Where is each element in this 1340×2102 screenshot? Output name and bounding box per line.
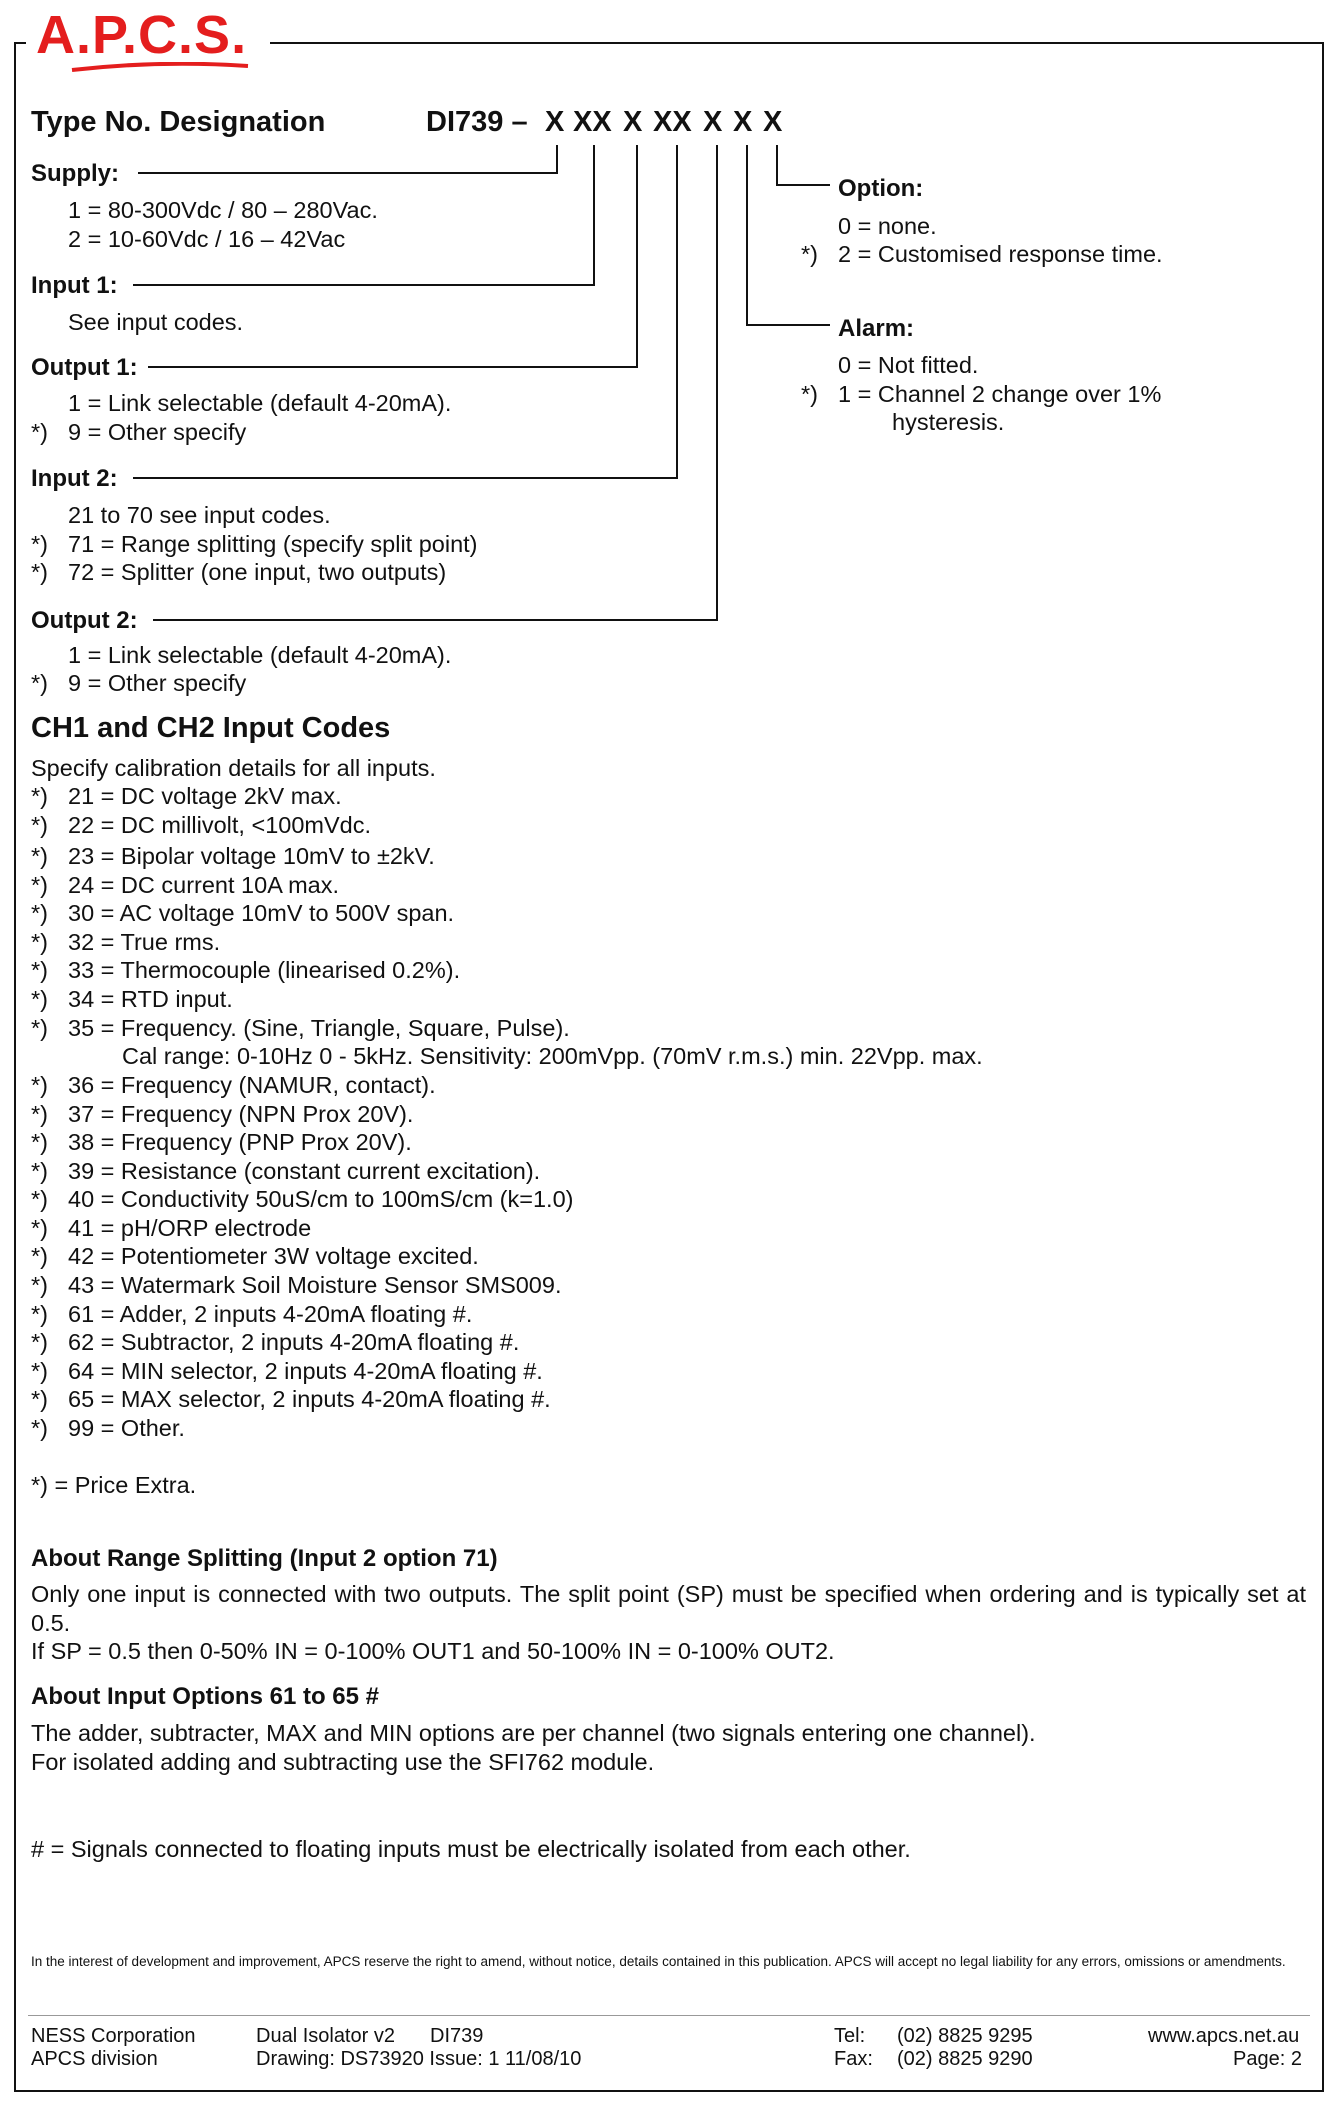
price-extra-marker: *)	[31, 843, 48, 869]
input1-connector-v	[593, 145, 595, 286]
input-code-item: 41 = pH/ORP electrode	[68, 1215, 312, 1241]
price-extra-marker: *)	[801, 381, 818, 407]
price-extra-marker: *)	[31, 1243, 48, 1269]
code-pos-alarm: X	[733, 106, 753, 138]
footer-tel-label: Tel:	[834, 2025, 866, 2047]
code-pos-output2: X	[703, 106, 723, 138]
price-extra-marker: *)	[31, 812, 48, 838]
price-extra-marker: *)	[31, 1129, 48, 1155]
apcs-logo: A.P.C.S.	[36, 5, 248, 65]
supply-connector-v	[556, 145, 558, 174]
price-extra-marker: *)	[31, 1215, 48, 1241]
output1-label: Output 1:	[31, 354, 138, 381]
input-code-item: 21 = DC voltage 2kV max.	[68, 783, 342, 809]
input1-connector-h	[133, 284, 595, 286]
disclaimer: In the interest of development and improvement, APCS reserve the right to amend, without notice, details contained in this publication. APCS will accept no legal liability for any errors, omissions or amendments.	[31, 1954, 1286, 1969]
output1-connector-v	[636, 145, 638, 368]
footer-divider	[28, 2015, 1310, 2016]
output1-line-2: 9 = Other specify	[68, 419, 247, 445]
output2-connector-v	[716, 145, 718, 621]
code-prefix: DI739 –	[426, 106, 528, 138]
output2-connector-h	[153, 619, 718, 621]
input-code-item: 22 = DC millivolt, <100mVdc.	[68, 812, 372, 838]
range-splitting-body: Only one input is connected with two outputs. The split point (SP) must be specified when ordering and is typically set at 0.5.	[31, 1581, 1306, 1636]
input2-connector-v	[676, 145, 678, 479]
input-code-item: 61 = Adder, 2 inputs 4-20mA floating #.	[68, 1301, 473, 1327]
output2-label: Output 2:	[31, 607, 138, 634]
price-extra-marker: *)	[31, 986, 48, 1012]
input-code-item: 30 = AC voltage 10mV to 500V span.	[68, 900, 455, 926]
price-extra-marker: *)	[31, 531, 48, 557]
input-code-item: 40 = Conductivity 50uS/cm to 100mS/cm (k=1.0)	[68, 1186, 574, 1212]
price-extra-marker: *)	[31, 1272, 48, 1298]
output1-line-1: 1 = Link selectable (default 4-20mA).	[68, 390, 452, 416]
alarm-line-3: hysteresis.	[892, 409, 1005, 435]
input-options-line-2: For isolated adding and subtracting use the SFI762 module.	[31, 1749, 655, 1775]
input-options-line-1: The adder, subtracter, MAX and MIN options are per channel (two signals entering one channel).	[31, 1720, 1036, 1746]
input-code-item: 64 = MIN selector, 2 inputs 4-20mA floating #.	[68, 1358, 543, 1384]
alarm-connector-h	[746, 324, 830, 326]
footer-drawing: Drawing: DS73920 Issue: 1 11/08/10	[256, 2048, 582, 2070]
price-extra-marker: *)	[31, 1158, 48, 1184]
code-pos-supply: X	[545, 106, 565, 138]
price-extra-marker: *)	[31, 1329, 48, 1355]
price-extra-marker: *)	[801, 241, 818, 267]
input1-label: Input 1:	[31, 272, 118, 299]
price-extra-marker: *)	[31, 670, 48, 696]
option-line-1: 0 = none.	[838, 213, 937, 239]
input2-line-1: 21 to 70 see input codes.	[68, 502, 331, 528]
range-splitting-example: If SP = 0.5 then 0-50% IN = 0-100% OUT1 and 50-100% IN = 0-100% OUT2.	[31, 1638, 835, 1664]
code-pos-input1: XX	[573, 106, 612, 138]
supply-connector-h	[138, 172, 558, 174]
input-code-item: 38 = Frequency (PNP Prox 20V).	[68, 1129, 412, 1155]
footer-product: Dual Isolator v2	[256, 2025, 395, 2047]
footer-company: NESS Corporation	[31, 2025, 196, 2047]
option-label: Option:	[838, 175, 924, 202]
alarm-connector-v	[746, 145, 748, 326]
input-code-item: 42 = Potentiometer 3W voltage excited.	[68, 1243, 479, 1269]
supply-line-2: 2 = 10-60Vdc / 16 – 42Vac	[68, 226, 346, 252]
price-extra-marker: *)	[31, 929, 48, 955]
input-code-item: 35 = Frequency. (Sine, Triangle, Square, Pulse).	[68, 1015, 570, 1041]
alarm-line-2: 1 = Channel 2 change over 1%	[838, 381, 1162, 407]
footer-tel: (02) 8825 9295	[897, 2025, 1033, 2047]
price-extra-marker: *)	[31, 1386, 48, 1412]
input-code-item: 36 = Frequency (NAMUR, contact).	[68, 1072, 436, 1098]
alarm-label: Alarm:	[838, 315, 915, 342]
input-code-item: 62 = Subtractor, 2 inputs 4-20mA floating #.	[68, 1329, 520, 1355]
footer-website[interactable]: www.apcs.net.au	[1148, 2025, 1300, 2047]
input-code-item: 32 = True rms.	[68, 929, 221, 955]
option-connector-v	[776, 145, 778, 186]
input2-label: Input 2:	[31, 465, 118, 492]
input-codes-intro: Specify calibration details for all inputs.	[31, 755, 436, 781]
input1-line-1: See input codes.	[68, 309, 244, 335]
input2-line-3: 72 = Splitter (one input, two outputs)	[68, 559, 447, 585]
logo-swoosh	[70, 62, 250, 72]
price-extra-note: *) = Price Extra.	[31, 1472, 197, 1498]
output2-line-1: 1 = Link selectable (default 4-20mA).	[68, 642, 452, 668]
input-code-item: 37 = Frequency (NPN Prox 20V).	[68, 1101, 414, 1127]
price-extra-marker: *)	[31, 1301, 48, 1327]
input2-connector-h	[133, 477, 678, 479]
alarm-line-1: 0 = Not fitted.	[838, 352, 979, 378]
output2-line-2: 9 = Other specify	[68, 670, 247, 696]
input2-line-2: 71 = Range splitting (specify split point)	[68, 531, 478, 557]
input-code-item: 24 = DC current 10A max.	[68, 872, 340, 898]
price-extra-marker: *)	[31, 419, 48, 445]
price-extra-marker: *)	[31, 1015, 48, 1041]
input-code-item: 43 = Watermark Soil Moisture Sensor SMS009.	[68, 1272, 562, 1298]
footer-fax-label: Fax:	[834, 2048, 873, 2070]
price-extra-marker: *)	[31, 1072, 48, 1098]
price-extra-marker: *)	[31, 1415, 48, 1441]
code-pos-output1: X	[623, 106, 643, 138]
footer-model: DI739	[430, 2025, 484, 2047]
input-options-title: About Input Options 61 to 65 #	[31, 1683, 379, 1710]
footer-division: APCS division	[31, 2048, 158, 2070]
input-code-item: 65 = MAX selector, 2 inputs 4-20mA floating #.	[68, 1386, 551, 1412]
price-extra-marker: *)	[31, 559, 48, 585]
price-extra-marker: *)	[31, 900, 48, 926]
input-code-item: 99 = Other.	[68, 1415, 185, 1441]
price-extra-marker: *)	[31, 1101, 48, 1127]
code-pos-input2: XX	[653, 106, 692, 138]
input-codes-title: CH1 and CH2 Input Codes	[31, 712, 391, 744]
range-splitting-title: About Range Splitting (Input 2 option 71)	[31, 1545, 498, 1572]
input-code-item: 33 = Thermocouple (linearised 0.2%).	[68, 957, 461, 983]
hash-note: # = Signals connected to floating inputs must be electrically isolated from each other.	[31, 1836, 911, 1862]
footer-page: Page: 2	[1233, 2048, 1302, 2070]
supply-line-1: 1 = 80-300Vdc / 80 – 280Vac.	[68, 197, 378, 223]
code-pos-option: X	[763, 106, 783, 138]
price-extra-marker: *)	[31, 1358, 48, 1384]
input-code-item: 34 = RTD input.	[68, 986, 233, 1012]
input-code-item: 23 = Bipolar voltage 10mV to ±2kV.	[68, 843, 435, 869]
supply-label: Supply:	[31, 160, 119, 187]
cal-range-note: Cal range: 0-10Hz 0 - 5kHz. Sensitivity: 200mVpp. (70mV r.m.s.) min. 22Vpp. max.	[122, 1043, 983, 1069]
price-extra-marker: *)	[31, 1186, 48, 1212]
designation-title: Type No. Designation	[31, 106, 326, 138]
price-extra-marker: *)	[31, 957, 48, 983]
footer-fax: (02) 8825 9290	[897, 2048, 1033, 2070]
input-code-item: 39 = Resistance (constant current excitation).	[68, 1158, 541, 1184]
option-connector-h	[776, 184, 830, 186]
option-line-2: 2 = Customised response time.	[838, 241, 1163, 267]
output1-connector-h	[148, 366, 638, 368]
price-extra-marker: *)	[31, 783, 48, 809]
price-extra-marker: *)	[31, 872, 48, 898]
